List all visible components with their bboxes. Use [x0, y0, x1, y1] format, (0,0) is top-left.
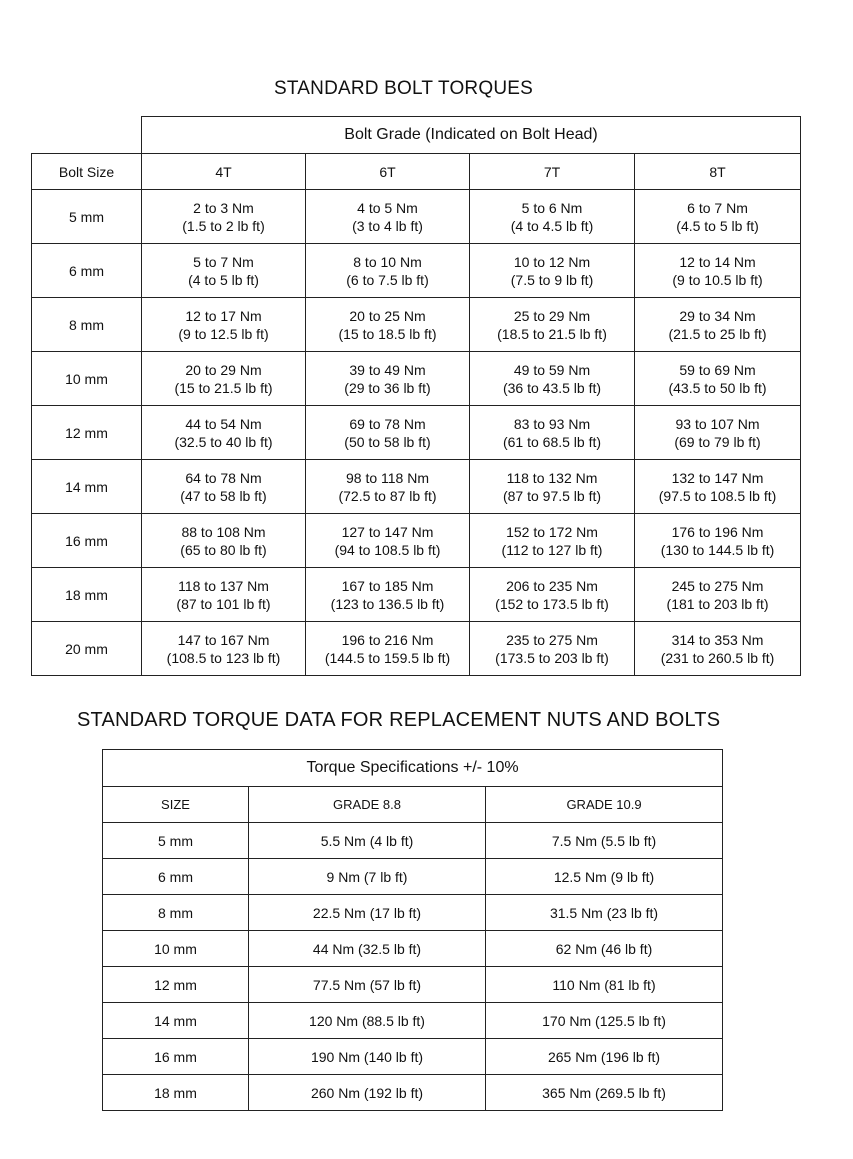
torque-lbft: (9 to 12.5 lb ft)	[178, 325, 269, 342]
bolt-size-cell: 18 mm	[32, 568, 142, 622]
torque-nm: 167 to 185 Nm	[341, 577, 434, 594]
table-row	[32, 460, 801, 514]
torque-nm: 59 to 69 Nm	[679, 361, 756, 378]
grade-8-8-value: 5.5 Nm (4 lb ft)	[249, 823, 486, 859]
torque-nm: 44 to 54 Nm	[185, 415, 262, 432]
torque-lbft: (18.5 to 21.5 lb ft)	[497, 325, 607, 342]
table-row	[103, 931, 723, 967]
torque-cell	[470, 190, 635, 244]
torque-nm: 98 to 118 Nm	[345, 469, 429, 486]
torque-lbft: (97.5 to 108.5 lb ft)	[658, 487, 777, 504]
bolt-size-cell: 8 mm	[32, 298, 142, 352]
table-row	[103, 1075, 723, 1111]
torque-lbft: (43.5 to 50 lb ft)	[668, 379, 767, 396]
torque-cell	[142, 190, 306, 244]
torque-lbft: (4.5 to 5 lb ft)	[676, 217, 759, 234]
bolt-size-cell: 12 mm	[32, 406, 142, 460]
torque-cell	[470, 352, 635, 406]
torque-nm: 245 to 275 Nm	[671, 577, 764, 594]
torque-nm: 152 to 172 Nm	[506, 523, 598, 540]
torque-lbft: (231 to 260.5 lb ft)	[660, 649, 775, 666]
torque-nm: 118 to 132 Nm	[506, 469, 598, 486]
torque-cell	[306, 298, 470, 352]
grade-8-8-value: 77.5 Nm (57 lb ft)	[249, 967, 486, 1003]
torque-lbft: (7.5 to 9 lb ft)	[510, 271, 594, 288]
torque-cell	[306, 460, 470, 514]
torque-nm: 5 to 6 Nm	[521, 199, 583, 216]
torque-cell	[470, 514, 635, 568]
torque-cell	[635, 406, 801, 460]
grade-10-9-value: 62 Nm (46 lb ft)	[486, 931, 723, 967]
torque-nm: 10 to 12 Nm	[513, 253, 591, 270]
torque-nm: 206 to 235 Nm	[506, 577, 598, 594]
torque-lbft: (123 to 136.5 lb ft)	[330, 595, 445, 612]
size-cell: 18 mm	[103, 1075, 249, 1111]
bolt-torques-title: STANDARD BOLT TORQUES	[274, 78, 533, 99]
torque-cell	[142, 244, 306, 298]
torque-cell	[142, 406, 306, 460]
bolt-size-cell: 6 mm	[32, 244, 142, 298]
torque-lbft: (152 to 173.5 lb ft)	[495, 595, 609, 612]
size-cell: 10 mm	[103, 931, 249, 967]
torque-nm: 118 to 137 Nm	[178, 577, 269, 594]
torque-lbft: (9 to 10.5 lb ft)	[672, 271, 763, 288]
torque-cell	[635, 460, 801, 514]
torque-cell	[142, 352, 306, 406]
table-row	[103, 859, 723, 895]
torque-cell	[470, 406, 635, 460]
table-row	[32, 514, 801, 568]
torque-nm: 39 to 49 Nm	[349, 361, 426, 378]
torque-cell	[635, 568, 801, 622]
table-row	[32, 352, 801, 406]
torque-lbft: (87 to 97.5 lb ft)	[502, 487, 602, 504]
torque-nm: 176 to 196 Nm	[671, 523, 764, 540]
torque-cell	[142, 622, 306, 676]
grade-10-9-value: 31.5 Nm (23 lb ft)	[486, 895, 723, 931]
torque-lbft: (47 to 58 lb ft)	[180, 487, 267, 504]
torque-nm: 2 to 3 Nm	[193, 199, 254, 216]
torque-nm: 127 to 147 Nm	[341, 523, 434, 540]
grade-header-7t: 7T	[470, 154, 635, 190]
torque-nm: 6 to 7 Nm	[687, 199, 748, 216]
torque-nm: 25 to 29 Nm	[513, 307, 591, 324]
torque-cell	[635, 352, 801, 406]
bolt-size-cell: 16 mm	[32, 514, 142, 568]
torque-cell	[635, 244, 801, 298]
grade-10-9-value: 7.5 Nm (5.5 lb ft)	[486, 823, 723, 859]
size-cell: 5 mm	[103, 823, 249, 859]
torque-spec-header: Torque Specifications +/- 10%	[103, 750, 723, 787]
torque-cell	[142, 568, 306, 622]
torque-lbft: (1.5 to 2 lb ft)	[182, 217, 265, 234]
torque-cell	[306, 352, 470, 406]
grade-8-8-value: 260 Nm (192 lb ft)	[249, 1075, 486, 1111]
torque-cell	[470, 244, 635, 298]
table-row	[32, 622, 801, 676]
torque-lbft: (15 to 18.5 lb ft)	[338, 325, 437, 342]
torque-lbft: (36 to 43.5 lb ft)	[502, 379, 602, 396]
torque-nm: 49 to 59 Nm	[513, 361, 591, 378]
torque-cell	[306, 244, 470, 298]
torque-cell	[635, 190, 801, 244]
corner-blank-cell	[32, 117, 142, 154]
torque-lbft: (65 to 80 lb ft)	[180, 541, 267, 558]
bolt-grade-header: Bolt Grade (Indicated on Bolt Head)	[142, 117, 801, 154]
torque-nm: 64 to 78 Nm	[185, 469, 262, 486]
bolt-size-cell: 10 mm	[32, 352, 142, 406]
torque-lbft: (173.5 to 203 lb ft)	[495, 649, 609, 666]
torque-cell	[306, 514, 470, 568]
table-row	[103, 1039, 723, 1075]
torque-lbft: (6 to 7.5 lb ft)	[346, 271, 429, 288]
grade-10-9-value: 110 Nm (81 lb ft)	[486, 967, 723, 1003]
table-row	[32, 568, 801, 622]
torque-lbft: (87 to 101 lb ft)	[176, 595, 271, 612]
torque-nm: 5 to 7 Nm	[193, 253, 254, 270]
table-row	[32, 406, 801, 460]
torque-lbft: (4 to 5 lb ft)	[188, 271, 259, 288]
torque-cell	[142, 514, 306, 568]
torque-nm: 88 to 108 Nm	[181, 523, 266, 540]
torque-cell	[306, 568, 470, 622]
torque-lbft: (108.5 to 123 lb ft)	[166, 649, 281, 666]
table-row	[32, 244, 801, 298]
torque-lbft: (94 to 108.5 lb ft)	[334, 541, 441, 558]
grade-10-9-header: GRADE 10.9	[486, 787, 723, 823]
torque-lbft: (181 to 203 lb ft)	[666, 595, 769, 612]
grade-8-8-value: 44 Nm (32.5 lb ft)	[249, 931, 486, 967]
grade-header-4t: 4T	[142, 154, 306, 190]
torque-cell	[306, 190, 470, 244]
torque-lbft: (130 to 144.5 lb ft)	[660, 541, 775, 558]
table-row	[32, 190, 801, 244]
torque-nm: 147 to 167 Nm	[177, 631, 270, 648]
torque-nm: 29 to 34 Nm	[679, 307, 756, 324]
torque-cell	[470, 568, 635, 622]
grade-8-8-value: 120 Nm (88.5 lb ft)	[249, 1003, 486, 1039]
replacement-nuts-bolts-table	[102, 749, 723, 1111]
torque-cell	[635, 622, 801, 676]
torque-lbft: (15 to 21.5 lb ft)	[174, 379, 273, 396]
standard-bolt-torques-table	[31, 116, 801, 676]
torque-nm: 196 to 216 Nm	[341, 631, 434, 648]
torque-cell	[470, 298, 635, 352]
torque-lbft: (112 to 127 lb ft)	[501, 541, 603, 558]
torque-lbft: (72.5 to 87 lb ft)	[338, 487, 437, 504]
size-cell: 8 mm	[103, 895, 249, 931]
torque-cell	[306, 622, 470, 676]
bolt-size-cell: 14 mm	[32, 460, 142, 514]
torque-cell	[635, 514, 801, 568]
torque-nm: 93 to 107 Nm	[675, 415, 760, 432]
torque-lbft: (61 to 68.5 lb ft)	[502, 433, 602, 450]
torque-lbft: (29 to 36 lb ft)	[344, 379, 431, 396]
torque-lbft: (144.5 to 159.5 lb ft)	[324, 649, 451, 666]
replacement-torque-title: STANDARD TORQUE DATA FOR REPLACEMENT NUTS AND BOLTS	[77, 709, 721, 731]
torque-nm: 20 to 25 Nm	[349, 307, 426, 324]
size-cell: 14 mm	[103, 1003, 249, 1039]
grade-8-8-header: GRADE 8.8	[249, 787, 486, 823]
grade-header-8t: 8T	[635, 154, 801, 190]
table-row	[103, 823, 723, 859]
size-cell: 6 mm	[103, 859, 249, 895]
bolt-size-cell: 5 mm	[32, 190, 142, 244]
torque-lbft: (3 to 4 lb ft)	[352, 217, 423, 234]
torque-nm: 69 to 78 Nm	[349, 415, 426, 432]
grade-10-9-value: 365 Nm (269.5 lb ft)	[486, 1075, 723, 1111]
grade-header-6t: 6T	[306, 154, 470, 190]
torque-cell	[470, 460, 635, 514]
torque-nm: 132 to 147 Nm	[671, 469, 764, 486]
size-cell: 12 mm	[103, 967, 249, 1003]
grade-10-9-value: 265 Nm (196 lb ft)	[486, 1039, 723, 1075]
grade-8-8-value: 22.5 Nm (17 lb ft)	[249, 895, 486, 931]
torque-lbft: (4 to 4.5 lb ft)	[510, 217, 594, 234]
grade-8-8-value: 190 Nm (140 lb ft)	[249, 1039, 486, 1075]
bolt-size-header: Bolt Size	[32, 154, 142, 190]
table-row	[32, 298, 801, 352]
torque-lbft: (21.5 to 25 lb ft)	[668, 325, 767, 342]
torque-lbft: (69 to 79 lb ft)	[674, 433, 761, 450]
torque-cell	[470, 622, 635, 676]
torque-nm: 12 to 14 Nm	[679, 253, 756, 270]
torque-cell	[306, 406, 470, 460]
size-cell: 16 mm	[103, 1039, 249, 1075]
torque-lbft: (32.5 to 40 lb ft)	[174, 433, 273, 450]
bolt-size-cell: 20 mm	[32, 622, 142, 676]
torque-nm: 83 to 93 Nm	[513, 415, 591, 432]
torque-cell	[142, 460, 306, 514]
torque-lbft: (50 to 58 lb ft)	[344, 433, 431, 450]
torque-cell	[635, 298, 801, 352]
table-row	[103, 1003, 723, 1039]
torque-nm: 8 to 10 Nm	[353, 253, 422, 270]
torque-nm: 20 to 29 Nm	[185, 361, 262, 378]
table-row	[103, 895, 723, 931]
grade-8-8-value: 9 Nm (7 lb ft)	[249, 859, 486, 895]
torque-nm: 314 to 353 Nm	[671, 631, 764, 648]
torque-nm: 12 to 17 Nm	[185, 307, 262, 324]
grade-10-9-value: 170 Nm (125.5 lb ft)	[486, 1003, 723, 1039]
grade-10-9-value: 12.5 Nm (9 lb ft)	[486, 859, 723, 895]
size-header: SIZE	[103, 787, 249, 823]
torque-nm: 4 to 5 Nm	[357, 199, 418, 216]
torque-cell	[142, 298, 306, 352]
table-row	[103, 967, 723, 1003]
torque-nm: 235 to 275 Nm	[506, 631, 598, 648]
